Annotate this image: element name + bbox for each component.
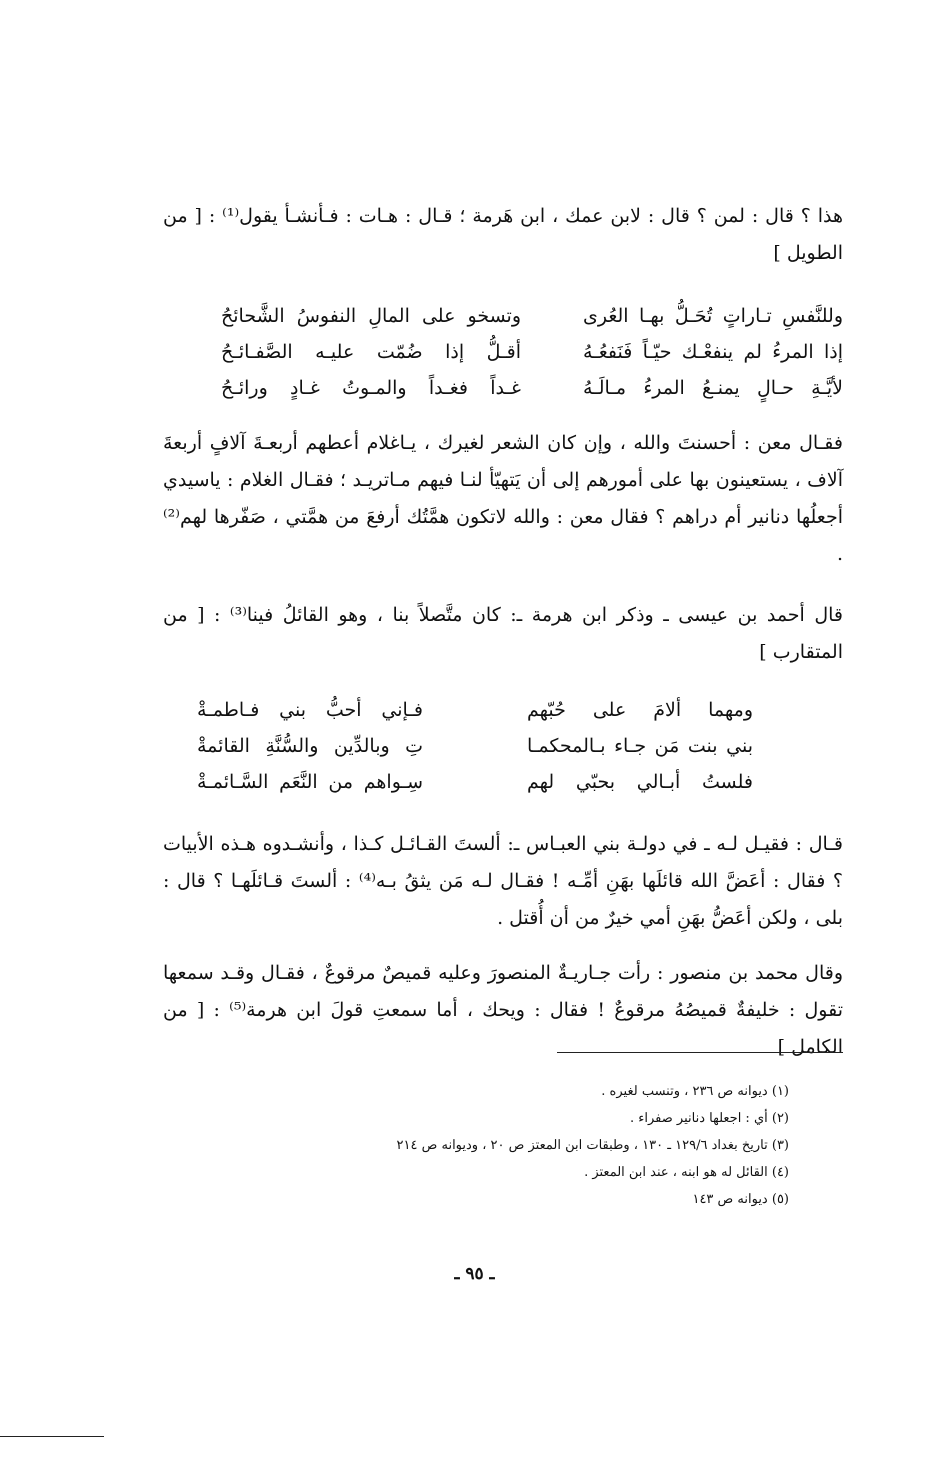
footnote: (١) ديوانه ص ٢٣٦ ، وتنسب لغيره . [601, 1084, 789, 1099]
verse-second-hemistich: فـإني أحبُّ بني فـاطمـةْ [197, 699, 423, 721]
poem-mutaqarib [197, 692, 753, 800]
footnote: (٥) ديوانه ص ١٤٣ [692, 1192, 789, 1207]
footnote: (٤) القائل له هو ابنه ، عند ابن المعتز . [584, 1165, 789, 1180]
page-number: ـ ٩٥ ـ [454, 1264, 495, 1284]
verse-line [197, 764, 753, 800]
verse-line [197, 692, 753, 728]
paragraph-intro: هذا ؟ قال : لمن ؟ قال : لابن عمك ، ابن هَرمة ؛ قـال : هـات : فـأنشـأ يقول⁽¹⁾ : [ من الطويل ] [163, 205, 843, 264]
poem-tawil [221, 298, 843, 406]
footnote-separator [557, 1052, 843, 1053]
verse-first-hemistich: وللنَّفسِ تـاراتٍ تُحَـلُّ بهـا العُرى [583, 305, 843, 327]
verse-line [221, 370, 843, 406]
verse-second-hemistich: غـداً فغـداً والمـوتُ غـادٍ ورائـحُ [221, 377, 521, 399]
paragraph-maan: فقـال معن : أحسنتَ والله ، وإن كان الشعر لغيرك ، يـاغلام أعطهم أربعـةَ آلافٍ أربعةَ آلاف ، يستعينون بها على أمورهم إلى أن يَتهيّأ لنـا فيهم مـاتريـد ؛ فقـال الغلام : ياسيدي أجعلُها دنانير أم دراهم ؟ فقال معن : والله لاتكون همَّتُك أرفعَ من همَّتي ، صَفّرها لهم⁽²⁾ . [163, 432, 843, 565]
footnotes [269, 1078, 789, 1213]
verse-second-hemistich: سِـواهم من النَّعَم السَّـائمـةْ [197, 771, 423, 793]
footnote: (٢) أي : اجعلها دنانير صفراء . [630, 1111, 789, 1126]
verse-first-hemistich: إذا المرءُ لم ينفعْـك حيّـاً فَنَفعُـهُ [583, 341, 843, 363]
verse-first-hemistich: لأيَّـةِ حـالٍ يمنـعُ المرءُ مـالَـهُ [583, 377, 843, 399]
scan-edge-line [0, 1436, 104, 1437]
verse-line [221, 334, 843, 370]
paragraph-abbasid: قـال : فقيـل لـه ـ في دولـة بني العبـاس ـ: ألستَ القـائـل كـذا ، وأنشـدوه هـذه الأبيات ؟ فقال : أعَضَّ الله قائلَها بهَنِ أمِّـه ! فقـال لـه مَن يثقُ بـه⁽⁴⁾ : ألستَ قـائلَهـا ؟ قال : بلى ، ولكن أعَضُّ بهَنِ أمي خيرٌ من أن أُقتل . [163, 833, 843, 929]
verse-first-hemistich: فلستُ أبـالي بحبّي لهم [527, 771, 753, 793]
paragraph-mansur: وقال محمد بن منصور : رأت جـاريـةٌ المنصورَ وعليه قميصٌ مرقوعٌ ، فقـال وقـد سمعها تقول : خليفةٌ قميصُهُ مرقوعٌ ! فقال : ويحك ، أما سمعتِ قولَ ابن هرمة⁽⁵⁾ : [ من الكامل ] [163, 962, 843, 1058]
verse-second-hemistich: أقـلُّ إذا ضُمّت عليـه الصَّفـائـحُ [221, 341, 521, 363]
verse-first-hemistich: ومهما ألامَ على حُبّهم [527, 699, 753, 721]
footnote: (٣) تاريخ بغداد ١٢٩/٦ ـ ١٣٠ ، وطبقات ابن المعتز ص ٢٠ ، وديوانه ص ٢١٤ [396, 1138, 789, 1153]
verse-line [221, 298, 843, 334]
verse-second-hemistich: وتسخو على المالِ النفوسُ الشَّحائحُ [221, 305, 521, 327]
verse-second-hemistich: تِ وبالدِّين والسُّنَّةِ القائمةْ [197, 735, 423, 757]
verse-line [197, 728, 753, 764]
paragraph-ahmad: قال أحمد بن عيسى ـ وذكر ابن هرمة ـ: كان متَّصلاً بنا ، وهو القائلُ فينا⁽³⁾ : [ من المتقارب ] [163, 604, 843, 663]
verse-first-hemistich: بني بنت مَن جـاء بـالمحكمـا [527, 735, 753, 757]
